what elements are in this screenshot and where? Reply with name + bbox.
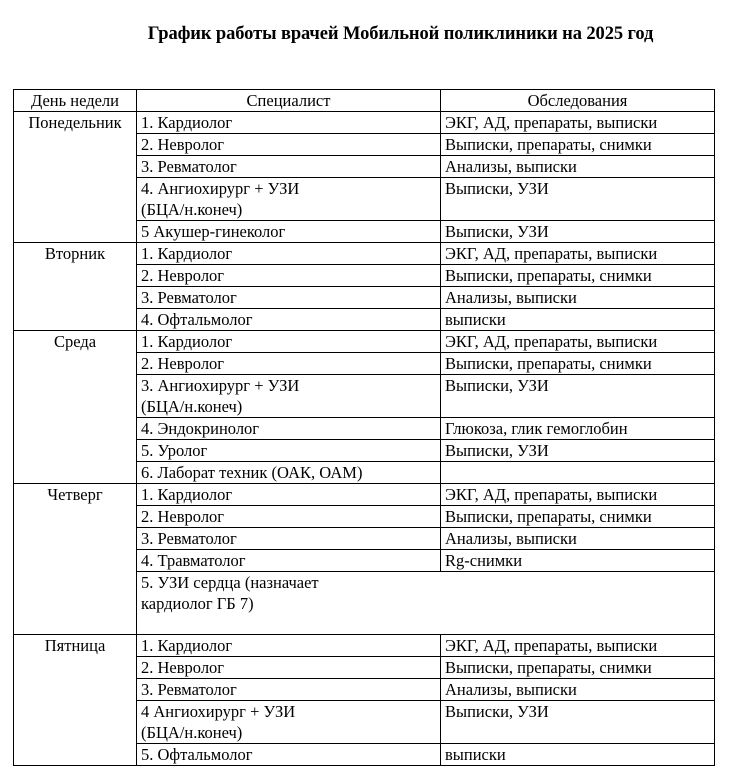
specialist-line: 5. УЗИ сердца (назначает — [141, 573, 319, 592]
exams-cell: Выписки, препараты, снимки — [441, 265, 715, 287]
exams-cell: Выписки, препараты, снимки — [441, 506, 715, 528]
specialist-line: 3. Ревматолог — [141, 529, 237, 548]
specialist-line: 4. Травматолог — [141, 551, 246, 570]
specialist-line: 5. Уролог — [141, 441, 208, 460]
specialist-cell — [137, 178, 441, 221]
exams-cell: Выписки, УЗИ — [441, 701, 715, 744]
exams-cell: ЭКГ, АД, препараты, выписки — [441, 635, 715, 657]
exams-cell: Выписки, УЗИ — [441, 178, 715, 221]
specialist-cell — [137, 112, 441, 134]
specialist-cell — [137, 375, 441, 418]
header-row — [14, 90, 715, 112]
day-cell: Среда — [14, 331, 137, 484]
exams-cell: Анализы, выписки — [441, 679, 715, 701]
specialist-line: (БЦА/н.конеч) — [141, 200, 243, 219]
specialist-line: 4 Ангиохирург + УЗИ — [141, 702, 296, 721]
specialist-line: 3. Ангиохирург + УЗИ — [141, 376, 300, 395]
header-day: День недели — [14, 90, 137, 112]
exams-cell — [441, 462, 715, 484]
specialist-cell — [137, 635, 441, 657]
exams-cell: Анализы, выписки — [441, 287, 715, 309]
exams-cell: ЭКГ, АД, препараты, выписки — [441, 243, 715, 265]
day-cell: Понедельник — [14, 112, 137, 243]
specialist-line: 6. Лаборат техник (ОАК, ОАМ) — [141, 463, 363, 482]
specialist-cell — [137, 484, 441, 506]
specialist-cell — [137, 287, 441, 309]
specialist-line: 2. Невролог — [141, 266, 225, 285]
specialist-cell — [137, 156, 441, 178]
specialist-cell — [137, 265, 441, 287]
table-row — [14, 484, 715, 506]
specialist-cell — [137, 353, 441, 375]
table-row — [14, 635, 715, 657]
header-specialist: Специалист — [137, 90, 441, 112]
exams-cell: выписки — [441, 744, 715, 766]
table-row — [14, 112, 715, 134]
exams-cell: ЭКГ, АД, препараты, выписки — [441, 112, 715, 134]
specialist-line: 5 Акушер-гинеколог — [141, 222, 286, 241]
exams-cell: Выписки, препараты, снимки — [441, 657, 715, 679]
specialist-cell — [137, 331, 441, 353]
exams-cell: ЭКГ, АД, препараты, выписки — [441, 484, 715, 506]
specialist-line: 2. Невролог — [141, 507, 225, 526]
specialist-line: 3. Ревматолог — [141, 288, 237, 307]
specialist-line: 3. Ревматолог — [141, 680, 237, 699]
schedule-table — [13, 89, 715, 766]
exams-cell: Выписки, препараты, снимки — [441, 353, 715, 375]
specialist-cell — [137, 134, 441, 156]
specialist-line: 5. Офтальмолог — [141, 745, 253, 764]
table-row — [14, 331, 715, 353]
specialist-cell — [137, 440, 441, 462]
specialist-line: 1. Кардиолог — [141, 113, 233, 132]
specialist-line: 4. Офтальмолог — [141, 310, 253, 329]
specialist-line: 3. Ревматолог — [141, 157, 237, 176]
specialist-line: 2. Невролог — [141, 135, 225, 154]
specialist-cell — [137, 528, 441, 550]
exams-cell: Анализы, выписки — [441, 156, 715, 178]
specialist-line: 1. Кардиолог — [141, 636, 233, 655]
specialist-line: (БЦА/н.конеч) — [141, 397, 243, 416]
specialist-line: 4. Эндокринолог — [141, 419, 260, 438]
header-exams: Обследования — [441, 90, 715, 112]
specialist-line: 2. Невролог — [141, 658, 225, 677]
exams-cell: Глюкоза, глик гемоглобин — [441, 418, 715, 440]
exams-cell: Выписки, УЗИ — [441, 221, 715, 243]
specialist-line: 1. Кардиолог — [141, 485, 233, 504]
exams-cell: Выписки, УЗИ — [441, 440, 715, 462]
specialist-cell — [137, 462, 441, 484]
exams-cell: Rg-снимки — [441, 550, 715, 572]
specialist-cell — [137, 309, 441, 331]
specialist-line: 4. Ангиохирург + УЗИ — [141, 179, 300, 198]
specialist-line: 1. Кардиолог — [141, 244, 233, 263]
specialist-cell — [137, 701, 441, 744]
day-cell: Четверг — [14, 484, 137, 635]
specialist-line: кардиолог ГБ 7) — [141, 594, 254, 613]
document-title: График работы врачей Мобильной поликлиники на 2025 год — [147, 24, 654, 44]
specialist-cell — [137, 744, 441, 766]
specialist-cell — [137, 657, 441, 679]
exams-cell: выписки — [441, 309, 715, 331]
specialist-line: 2. Невролог — [141, 354, 225, 373]
specialist-cell — [137, 243, 441, 265]
table-row — [14, 243, 715, 265]
exams-cell: Выписки, УЗИ — [441, 375, 715, 418]
exams-cell: Анализы, выписки — [441, 528, 715, 550]
exams-cell: Выписки, препараты, снимки — [441, 134, 715, 156]
specialist-cell — [137, 679, 441, 701]
specialist-cell — [137, 572, 715, 635]
specialist-cell — [137, 418, 441, 440]
specialist-cell — [137, 221, 441, 243]
day-cell: Вторник — [14, 243, 137, 331]
schedule-body — [14, 112, 715, 766]
specialist-line: 1. Кардиолог — [141, 332, 233, 351]
exams-cell: ЭКГ, АД, препараты, выписки — [441, 331, 715, 353]
specialist-cell — [137, 550, 441, 572]
specialist-line: (БЦА/н.конеч) — [141, 723, 243, 742]
day-cell: Пятница — [14, 635, 137, 766]
specialist-cell — [137, 506, 441, 528]
